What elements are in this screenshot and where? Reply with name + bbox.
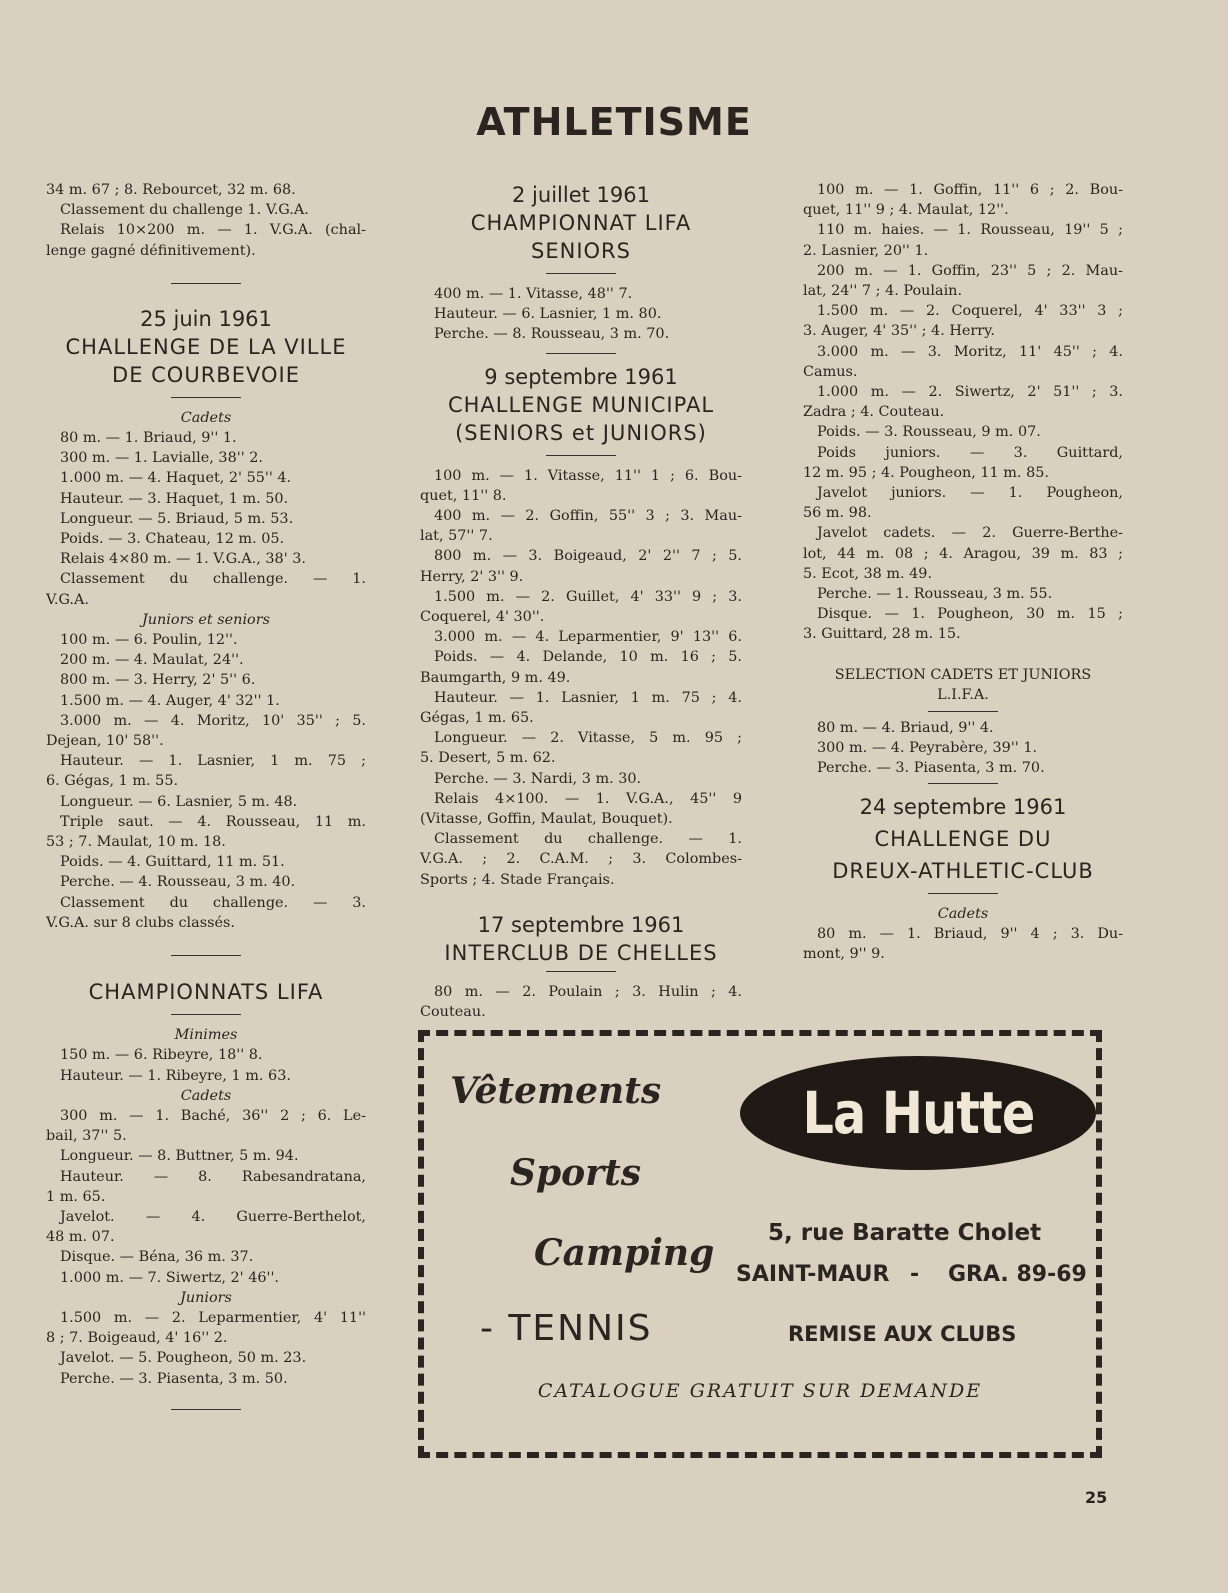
section-title: CHALLENGE MUNICIPAL xyxy=(447,392,715,417)
result-line: 110 m. haies. — 1. Rousseau, 19'' 5 ; xyxy=(817,222,1123,239)
ad-word-vetements: Vêtements xyxy=(450,1070,662,1112)
result-line: Relais 10×200 m. — 1. V.G.A. (chal- xyxy=(60,222,366,239)
result-line: 2. Lasnier, 20'' 1. xyxy=(803,242,929,259)
result-line: Perche. — 1. Rousseau, 3 m. 55. xyxy=(817,586,1053,603)
result-line: Poids. — 4. Delande, 10 m. 16 ; 5. xyxy=(434,649,742,666)
result-line: Perche. — 4. Rousseau, 3 m. 40. xyxy=(60,874,296,891)
section-title: CHALLENGE DE LA VILLE xyxy=(65,334,347,359)
result-line: Javelot juniors. — 1. Pougheon, xyxy=(817,485,1123,502)
result-line: 300 m. — 1. Lavialle, 38'' 2. xyxy=(60,450,263,467)
result-line: Coquerel, 4' 30''. xyxy=(420,609,545,626)
page-number: 25 xyxy=(1085,1488,1108,1507)
ad-word-camping: Camping xyxy=(534,1232,715,1274)
result-line: Classement du challenge. — 3. xyxy=(60,894,366,911)
ad-word-tennis: - TENNIS xyxy=(480,1308,653,1349)
separator xyxy=(171,397,241,398)
ad-city: SAINT-MAUR xyxy=(736,1262,890,1287)
result-line: Dejean, 10' 58''. xyxy=(46,733,164,750)
result-line: 3.000 m. — 4. Moritz, 10' 35'' ; 5. xyxy=(60,712,366,729)
result-line: Perche. — 3. Nardi, 3 m. 30. xyxy=(434,770,642,787)
result-line: 1.500 m. — 2. Guillet, 4' 33'' 9 ; 3. xyxy=(434,588,742,605)
result-line: 80 m. — 1. Briaud, 9'' 1. xyxy=(60,430,237,447)
result-line: 12 m. 95 ; 4. Pougheon, 11 m. 85. xyxy=(803,464,1049,481)
result-line: Baumgarth, 9 m. 49. xyxy=(420,669,571,686)
ad-word-sports: Sports xyxy=(510,1152,642,1194)
result-line: 100 m. — 1. Goffin, 11'' 6 ; 2. Bou- xyxy=(817,182,1123,198)
result-line: lot, 44 m. 08 ; 4. Aragou, 39 m. 83 ; xyxy=(803,545,1123,562)
result-line: quet, 11'' 9 ; 4. Maulat, 12''. xyxy=(803,202,1009,219)
category-label: Juniors et seniors xyxy=(142,611,270,628)
result-line: lat, 24'' 7 ; 4. Poulain. xyxy=(803,283,963,300)
result-line: 3. Auger, 4' 35'' ; 4. Herry. xyxy=(803,323,995,340)
ad-phone: GRA. 89-69 xyxy=(948,1262,1087,1287)
result-line: bail, 37'' 5. xyxy=(46,1128,127,1145)
result-line: 1.500 m. — 2. Leparmentier, 4' 11'' xyxy=(60,1309,366,1326)
section-date: 9 septembre 1961 xyxy=(484,364,678,389)
result-line: Hauteur. — 1. Lasnier, 1 m. 75 ; 4. xyxy=(434,689,742,706)
result-line: Disque. — Béna, 36 m. 37. xyxy=(60,1249,254,1266)
section-title: CHALLENGE DU xyxy=(874,826,1052,851)
result-line: 5. Ecot, 38 m. 49. xyxy=(803,565,933,582)
result-line: 1.000 m. — 4. Haquet, 2' 55'' 4. xyxy=(60,470,292,487)
result-line: Perche. — 3. Piasenta, 3 m. 50. xyxy=(60,1370,288,1387)
result-line: Perche. — 8. Rousseau, 3 m. 70. xyxy=(434,326,670,343)
category-label: Minimes xyxy=(174,1027,238,1044)
section-date: 24 septembre 1961 xyxy=(859,794,1067,819)
result-line: Classement du challenge 1. V.G.A. xyxy=(60,202,309,219)
result-line: Relais 4×100. — 1. V.G.A., 45'' 9 xyxy=(434,790,742,807)
category-label: Juniors xyxy=(180,1289,232,1306)
result-line: 80 m. — 2. Poulain ; 3. Hulin ; 4. xyxy=(434,983,742,1000)
separator xyxy=(546,273,616,274)
ad-catalogue: CATALOGUE GRATUIT SUR DEMANDE xyxy=(537,1380,983,1402)
separator xyxy=(928,893,998,894)
section-title: CHAMPIONNAT LIFA xyxy=(470,211,692,235)
result-line: 56 m. 98. xyxy=(803,505,872,522)
result-line: lat, 57'' 7. xyxy=(420,528,493,545)
result-line: 3.000 m. — 4. Leparmentier, 9' 13'' 6. xyxy=(434,629,742,646)
category-label: Cadets xyxy=(937,905,989,922)
result-line: 800 m. — 3. Boigeaud, 2' 2'' 7 ; 5. xyxy=(434,548,742,565)
result-line: Longueur. — 8. Buttner, 5 m. 94. xyxy=(60,1148,299,1165)
page-title: ATHLETISME xyxy=(476,100,752,144)
result-line: Classement du challenge. — 1. xyxy=(60,571,366,588)
separator xyxy=(171,1409,241,1410)
separator xyxy=(928,783,998,784)
result-line: Herry, 2' 3'' 9. xyxy=(420,568,524,585)
result-line: 100 m. — 6. Poulin, 12''. xyxy=(60,632,238,649)
result-line: 300 m. — 1. Baché, 36'' 2 ; 6. Le- xyxy=(60,1107,366,1124)
result-line: Hauteur. — 1. Ribeyre, 1 m. 63. xyxy=(60,1067,291,1084)
result-line: 1.000 m. — 7. Siwertz, 2' 46''. xyxy=(60,1269,280,1286)
result-line: Poids. — 3. Rousseau, 9 m. 07. xyxy=(817,424,1041,441)
result-line: 6. Gégas, 1 m. 55. xyxy=(46,773,179,790)
result-line: 1 m. 65. xyxy=(46,1188,106,1205)
result-line: Sports ; 4. Stade Français. xyxy=(420,871,615,888)
result-line: Longueur. — 2. Vitasse, 5 m. 95 ; xyxy=(434,730,742,747)
result-line: Perche. — 3. Piasenta, 3 m. 70. xyxy=(817,760,1045,777)
ad-dash: - xyxy=(910,1262,920,1287)
result-line: Gégas, 1 m. 65. xyxy=(420,710,534,727)
result-line: 200 m. — 1. Goffin, 23'' 5 ; 2. Mau- xyxy=(817,262,1123,279)
result-line: 300 m. — 4. Peyrabère, 39'' 1. xyxy=(817,740,1038,757)
result-line: Classement du challenge. — 1. xyxy=(434,831,742,848)
result-line: Hauteur. — 1. Lasnier, 1 m. 75 ; xyxy=(60,753,366,770)
result-line: 3.000 m. — 3. Moritz, 11' 45'' ; 4. xyxy=(817,343,1123,360)
result-line: 48 m. 07. xyxy=(46,1229,115,1246)
section-title: SELECTION CADETS ET JUNIORS xyxy=(834,666,1092,683)
result-line: Javelot. — 5. Pougheon, 50 m. 23. xyxy=(60,1350,307,1367)
category-label: Cadets xyxy=(180,409,232,426)
result-line: Camus. xyxy=(803,363,858,380)
section-date: 25 juin 1961 xyxy=(140,306,272,331)
result-line: 34 m. 67 ; 8. Rebourcet, 32 m. 68. xyxy=(46,182,296,198)
result-line: Javelot cadets. — 2. Guerre-Berthe- xyxy=(817,525,1123,542)
section-title: INTERCLUB DE CHELLES xyxy=(444,940,718,965)
result-line: 80 m. — 4. Briaud, 9'' 4. xyxy=(817,720,994,737)
section-title: DREUX-ATHLETIC-CLUB xyxy=(832,858,1094,883)
result-line: V.G.A. xyxy=(46,591,89,608)
result-line: 800 m. — 3. Herry, 2' 5'' 6. xyxy=(60,672,256,689)
result-line: 80 m. — 1. Briaud, 9'' 4 ; 3. Du- xyxy=(817,925,1123,942)
result-line: Hauteur. — 3. Haquet, 1 m. 50. xyxy=(60,490,289,507)
result-line: mont, 9'' 9. xyxy=(803,946,885,963)
result-line: Javelot. — 4. Guerre-Berthelot, xyxy=(60,1208,366,1225)
result-line: Disque. — 1. Pougheon, 30 m. 15 ; xyxy=(817,606,1123,623)
result-line: 400 m. — 2. Goffin, 55'' 3 ; 3. Mau- xyxy=(434,508,742,525)
separator xyxy=(928,711,998,712)
result-line: 150 m. — 6. Ribeyre, 18'' 8. xyxy=(60,1047,263,1064)
result-line: 3. Guittard, 28 m. 15. xyxy=(803,626,961,643)
section-title: CHAMPIONNATS LIFA xyxy=(88,980,324,1005)
section-date: 17 septembre 1961 xyxy=(477,912,685,937)
result-line: Relais 4×80 m. — 1. V.G.A., 38' 3. xyxy=(60,551,306,568)
separator xyxy=(171,1014,241,1015)
result-line: Longueur. — 5. Briaud, 5 m. 53. xyxy=(60,510,294,527)
result-line: 400 m. — 1. Vitasse, 48'' 7. xyxy=(434,286,633,302)
separator xyxy=(546,455,616,456)
result-line: 1.500 m. — 2. Coquerel, 4' 33'' 3 ; xyxy=(817,303,1123,320)
result-line: 1.000 m. — 2. Siwertz, 2' 51'' ; 3. xyxy=(817,384,1123,401)
result-line: Hauteur. — 6. Lasnier, 1 m. 80. xyxy=(434,306,662,323)
result-line: Hauteur. — 8. Rabesandratana, xyxy=(60,1168,366,1185)
section-title: (SENIORS et JUNIORS) xyxy=(455,420,707,445)
result-line: 53 ; 7. Maulat, 10 m. 18. xyxy=(46,834,226,851)
separator xyxy=(171,955,241,956)
result-line: Triple saut. — 4. Rousseau, 11 m. xyxy=(60,813,366,830)
separator xyxy=(171,283,241,284)
result-line: quet, 11'' 8. xyxy=(420,487,507,504)
result-line: 8 ; 7. Boigeaud, 4' 16'' 2. xyxy=(46,1330,228,1347)
section-title: L.I.F.A. xyxy=(937,686,989,703)
result-line: 1.500 m. — 4. Auger, 4' 32'' 1. xyxy=(60,692,280,709)
result-line: V.G.A. sur 8 clubs classés. xyxy=(46,914,235,931)
ad-address: 5, rue Baratte Cholet xyxy=(768,1220,1042,1246)
result-line: V.G.A. ; 2. C.A.M. ; 3. Colombes- xyxy=(420,851,742,868)
column-2 xyxy=(420,180,742,1022)
result-line: (Vitasse, Goffin, Maulat, Bouquet). xyxy=(420,811,673,828)
result-line: Poids. — 4. Guittard, 11 m. 51. xyxy=(60,854,285,871)
result-line: lenge gagné définitivement). xyxy=(46,242,256,259)
separator xyxy=(546,353,616,354)
result-line: Longueur. — 6. Lasnier, 5 m. 48. xyxy=(60,793,298,810)
result-line: Poids juniors. — 3. Guittard, xyxy=(817,444,1123,461)
section-title: DE COURBEVOIE xyxy=(112,362,300,387)
result-line: Zadra ; 4. Couteau. xyxy=(803,404,945,421)
result-line: Couteau. xyxy=(420,1004,486,1021)
section-title: SENIORS xyxy=(531,239,631,263)
brand-logo xyxy=(740,1056,1096,1170)
result-line: 100 m. — 1. Vitasse, 11'' 1 ; 6. Bou- xyxy=(434,467,742,484)
result-line: 5. Desert, 5 m. 62. xyxy=(420,750,556,767)
intro-results xyxy=(46,180,366,261)
ad-remise: REMISE AUX CLUBS xyxy=(788,1322,1017,1346)
column-3 xyxy=(803,180,1123,964)
brand-name: La Hutte xyxy=(802,1079,1034,1147)
result-line: 200 m. — 4. Maulat, 24''. xyxy=(60,652,244,669)
column-1 xyxy=(46,180,366,1420)
section-date: 2 juillet 1961 xyxy=(512,183,650,207)
la-hutte-advertisement xyxy=(418,1030,1102,1458)
result-line: Poids. — 3. Chateau, 12 m. 05. xyxy=(60,531,285,548)
category-label: Cadets xyxy=(180,1087,232,1104)
separator xyxy=(546,971,616,972)
